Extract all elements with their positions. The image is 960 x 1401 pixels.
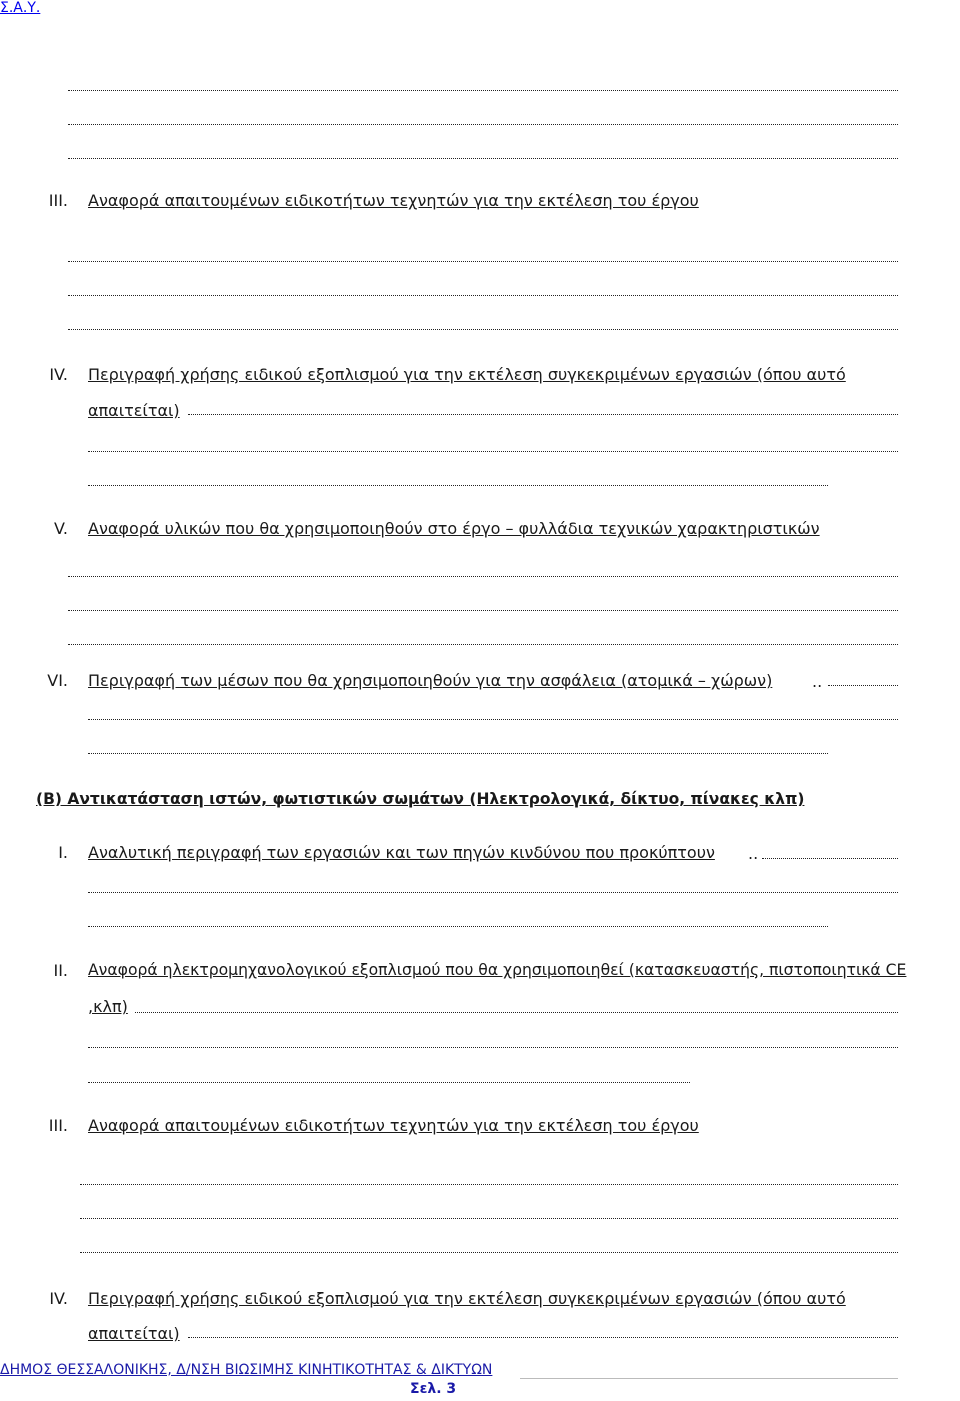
document-header-label[interactable]: Σ.Α.Υ. (0, 0, 41, 16)
dotted-fill-line (68, 644, 898, 645)
dotted-fill-line (68, 90, 898, 91)
dotted-fill-line (828, 685, 898, 686)
item-number: V. (54, 519, 68, 538)
item-heading: Αναλυτική περιγραφή των εργασιών και των πηγών κινδύνου που προκύπτουν (88, 843, 715, 862)
dotted-fill-line (88, 1082, 690, 1083)
dotted-fill-line (88, 485, 828, 486)
dotted-fill-line (68, 295, 898, 296)
item-heading: Περιγραφή χρήσης ειδικού εξοπλισμού για την εκτέλεση συγκεκριμένων εργασιών (όπου αυτό (88, 365, 846, 384)
item-trailing-dots: .. (748, 844, 759, 863)
dotted-fill-line (68, 261, 898, 262)
item-heading: Αναφορά απαιτουμένων ειδικοτήτων τεχνητών για την εκτέλεση του έργου (88, 1116, 699, 1135)
dotted-fill-line (188, 414, 898, 415)
item-number: VI. (47, 671, 68, 690)
item-trailing-dots: .. (812, 672, 823, 691)
dotted-fill-line (80, 1252, 898, 1253)
section-title: (Β) Αντικατάσταση ιστών, φωτιστικών σωμάτων (Ηλεκτρολογικά, δίκτυο, πίνακες κλπ) (36, 790, 805, 808)
item-heading: Περιγραφή των μέσων που θα χρησιμοποιηθούν για την ασφάλεια (ατομικά – χώρων) (88, 671, 773, 690)
dotted-fill-line (68, 576, 898, 577)
dotted-fill-line (68, 124, 898, 125)
item-number: II. (53, 961, 68, 980)
footer-rule (520, 1378, 898, 1379)
item-heading: Αναφορά ηλεκτρομηχανολογικού εξοπλισμού που θα χρησιμοποιηθεί (κατασκευαστής, πιστοποιητικά CE (88, 961, 907, 979)
dotted-fill-line (762, 858, 898, 859)
dotted-fill-line (80, 1218, 898, 1219)
item-number: IV. (49, 365, 68, 384)
item-heading: Περιγραφή χρήσης ειδικού εξοπλισμού για την εκτέλεση συγκεκριμένων εργασιών (όπου αυτό (88, 1289, 846, 1308)
item-heading: Αναφορά απαιτουμένων ειδικοτήτων τεχνητών για την εκτέλεση του έργου (88, 191, 699, 210)
footer-organization: ΔΗΜΟΣ ΘΕΣΣΑΛΟΝΙΚΗΣ, Δ/ΝΣΗ ΒΙΩΣΙΜΗΣ ΚΙΝΗΤΙΚΟΤΗΤΑΣ & ΔΙΚΤΥΩΝ (0, 1362, 493, 1378)
dotted-fill-line (188, 1337, 898, 1338)
dotted-fill-line (88, 892, 898, 893)
item-heading-continuation: απαιτείται) (88, 1324, 180, 1343)
dotted-fill-line (135, 1012, 898, 1013)
dotted-fill-line (68, 158, 898, 159)
item-heading-continuation: ,κλπ) (88, 997, 128, 1016)
item-number: IV. (49, 1289, 68, 1308)
item-number: I. (58, 843, 68, 862)
dotted-fill-line (68, 610, 898, 611)
footer-page-number: Σελ. 3 (410, 1381, 457, 1397)
dotted-fill-line (88, 926, 828, 927)
item-heading-continuation: απαιτείται) (88, 401, 180, 420)
item-heading: Αναφορά υλικών που θα χρησιμοποιηθούν στο έργο – φυλλάδια τεχνικών χαρακτηριστικών (88, 519, 820, 538)
dotted-fill-line (88, 451, 898, 452)
dotted-fill-line (88, 1047, 898, 1048)
dotted-fill-line (68, 329, 898, 330)
dotted-fill-line (80, 1184, 898, 1185)
item-number: III. (48, 1116, 68, 1135)
dotted-fill-line (88, 719, 898, 720)
item-number: III. (48, 191, 68, 210)
dotted-fill-line (88, 753, 828, 754)
